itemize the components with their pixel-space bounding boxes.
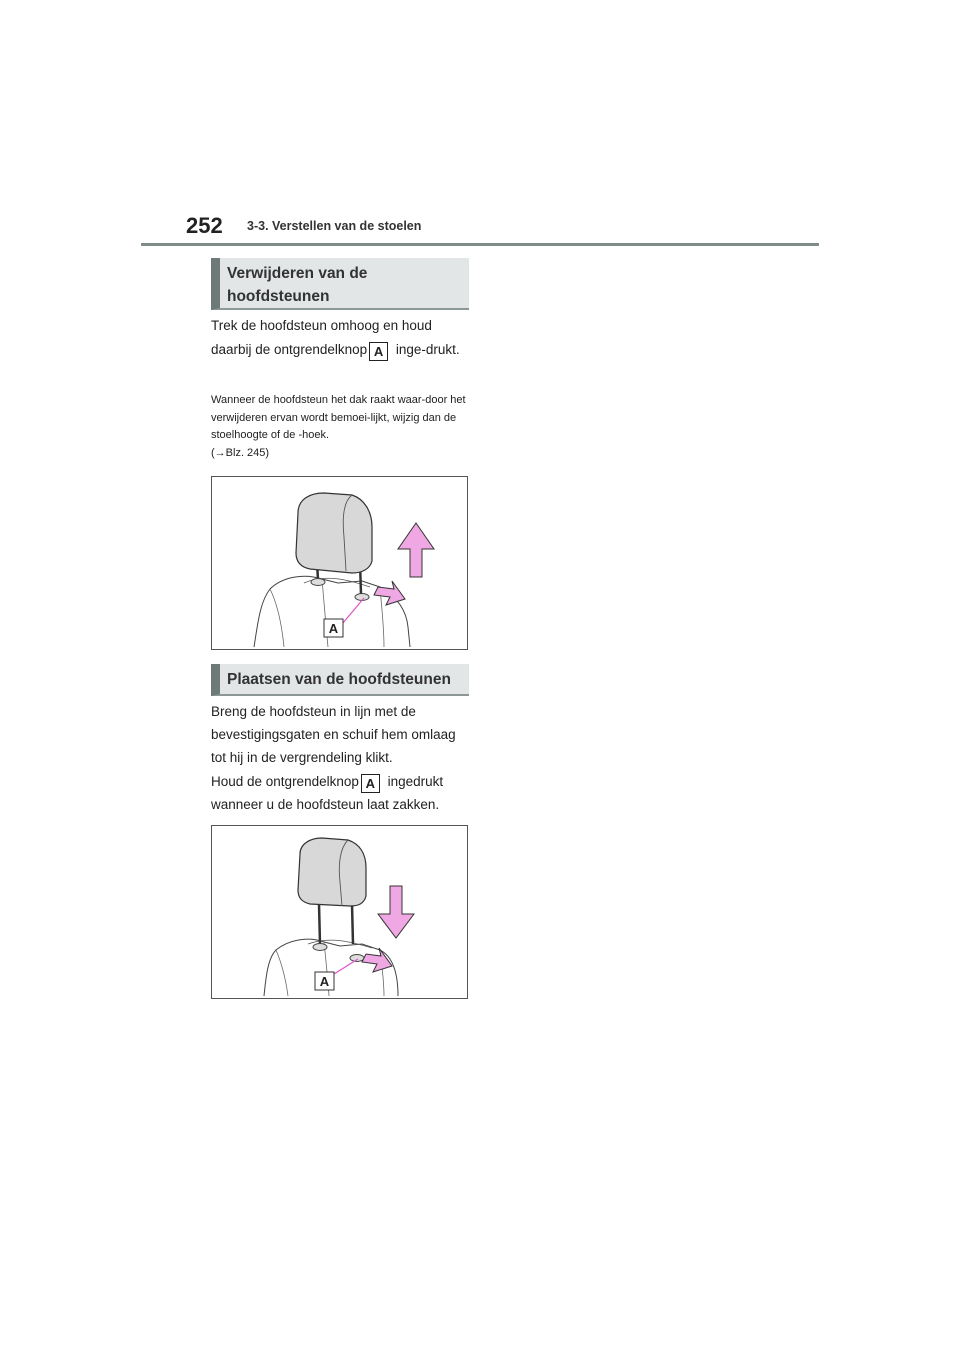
release-button-badge: A — [369, 342, 388, 361]
leader-line — [343, 598, 364, 623]
remove-instruction — [211, 314, 473, 362]
stay-hole-right — [350, 955, 364, 962]
page-reference: (→Blz. 245) — [211, 446, 270, 459]
stay-hole-left — [313, 944, 327, 951]
section-heading-remove — [211, 258, 469, 310]
figure-remove-headrest — [211, 476, 468, 650]
section-heading-install — [211, 664, 469, 696]
seat-seam-left — [270, 589, 284, 647]
press-arrow — [362, 948, 392, 972]
page-number: 252 — [186, 213, 223, 238]
header-rule — [141, 243, 819, 246]
down-arrow — [378, 886, 414, 938]
remove-instruction-text: Trek de hoofdsteun omhoog en houd daarbij de ontgrendelknop — [211, 318, 432, 357]
headrest — [298, 838, 366, 906]
press-arrow — [374, 581, 405, 605]
section-heading-line1: Verwijderen van de — [227, 265, 368, 282]
figure-label: A — [328, 621, 339, 636]
running-head: 3-3. Verstellen van de stoelen — [247, 219, 422, 233]
seat-seam-left — [276, 950, 288, 996]
up-arrow — [398, 523, 434, 577]
install-hold-instruction — [211, 770, 473, 816]
section-heading-install-text: Plaatsen van de hoofdsteunen — [227, 671, 451, 688]
roof-note-text: Wanneer de hoofdsteun het dak raakt waar-door het verwijderen ervan wordt bemoei-lijkt, wijzig dan de stoelhoogte of de -hoek. — [211, 394, 466, 441]
headrest-stay-right — [352, 904, 353, 944]
remove-instruction-tail: inge-drukt. — [395, 342, 460, 357]
install-hold-text: Houd de ontgrendelknop — [211, 774, 359, 789]
release-button-badge-2: A — [361, 774, 380, 793]
install-hold-tail: ingedrukt wanneer u de hoofdsteun laat zakken. — [211, 774, 444, 812]
roof-note — [211, 392, 473, 462]
figure-install-headrest — [211, 825, 468, 999]
figure-label: A — [319, 974, 330, 989]
section-heading-line2: hoofdsteunen — [227, 288, 330, 305]
install-instruction: Breng de hoofdsteun in lijn met de bevestigingsgaten en schuif hem omlaag tot hij in de vergrendeling klikt. — [211, 704, 456, 765]
stay-hole-left — [311, 579, 325, 586]
leader-line — [334, 959, 358, 974]
headrest-stay-left — [319, 904, 320, 944]
headrest — [296, 493, 372, 573]
